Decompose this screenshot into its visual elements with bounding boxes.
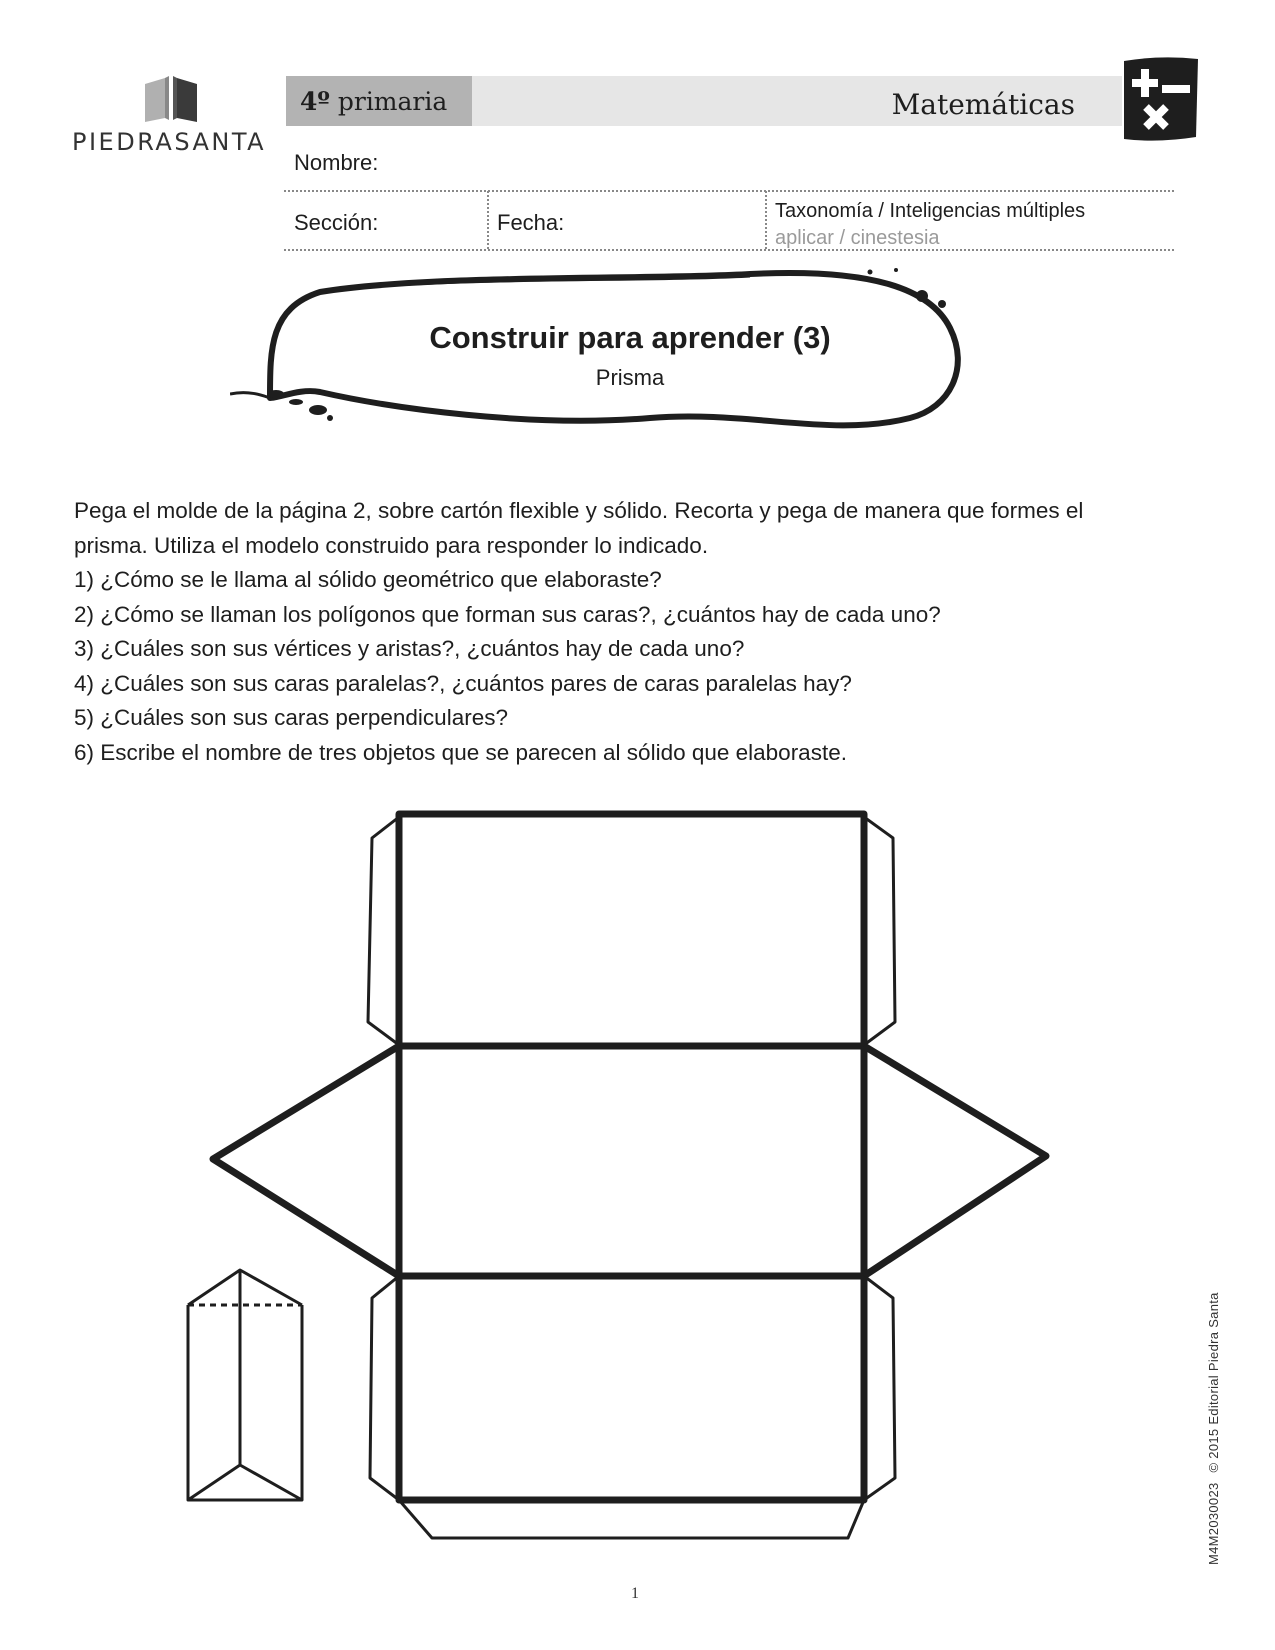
copyright-notice: © 2015 Editorial Piedra Santa (1206, 1292, 1221, 1473)
instruction-intro: Pega el molde de la página 2, sobre cartón flexible y sólido. Recorta y pega de manera que formes el (74, 498, 1084, 523)
vertical-footer-text (1206, 1282, 1221, 1565)
name-field-label: Nombre: (294, 150, 379, 175)
question-item: 3) ¿Cuáles son sus vértices y aristas?, ¿cuántos hay de cada uno? (74, 636, 745, 661)
page-number: 1 (631, 1585, 639, 1602)
question-item: 2) ¿Cómo se llaman los polígonos que forman sus caras?, ¿cuántos hay de cada uno? (74, 601, 941, 627)
question-item: 4) ¿Cuáles son sus caras paralelas?, ¿cuántos pares de caras paralelas hay? (74, 670, 852, 696)
document-code: M4M2030023 (1206, 1482, 1221, 1565)
grade-level: primaria (337, 86, 448, 116)
triangular-prism-illustration (188, 1270, 302, 1500)
taxonomy-label: Taxonomía / Inteligencias múltiples (775, 200, 1086, 222)
question-item: 5) ¿Cuáles son sus caras perpendiculares? (74, 705, 508, 730)
grade-number: 4º (300, 86, 330, 116)
publisher-logo-text: PIEDRASANTA (72, 128, 267, 156)
taxonomy-value: aplicar / cinestesia (775, 227, 940, 249)
activity-title: Construir para aprender (3) (429, 320, 831, 355)
question-item: 6) Escribe el nombre de tres objetos que se parecen al sólido que elaboraste. (74, 739, 847, 765)
question-item: 1) ¿Cómo se le llama al sólido geométrico que elaboraste? (74, 567, 662, 592)
date-field-label: Fecha: (497, 210, 565, 235)
instruction-intro: prisma. Utiliza el modelo construido para responder lo indicado. (74, 532, 709, 558)
activity-subtitle: Prisma (595, 365, 665, 390)
subject-title: Matemáticas (891, 88, 1075, 121)
section-field-label: Sección: (294, 210, 379, 235)
